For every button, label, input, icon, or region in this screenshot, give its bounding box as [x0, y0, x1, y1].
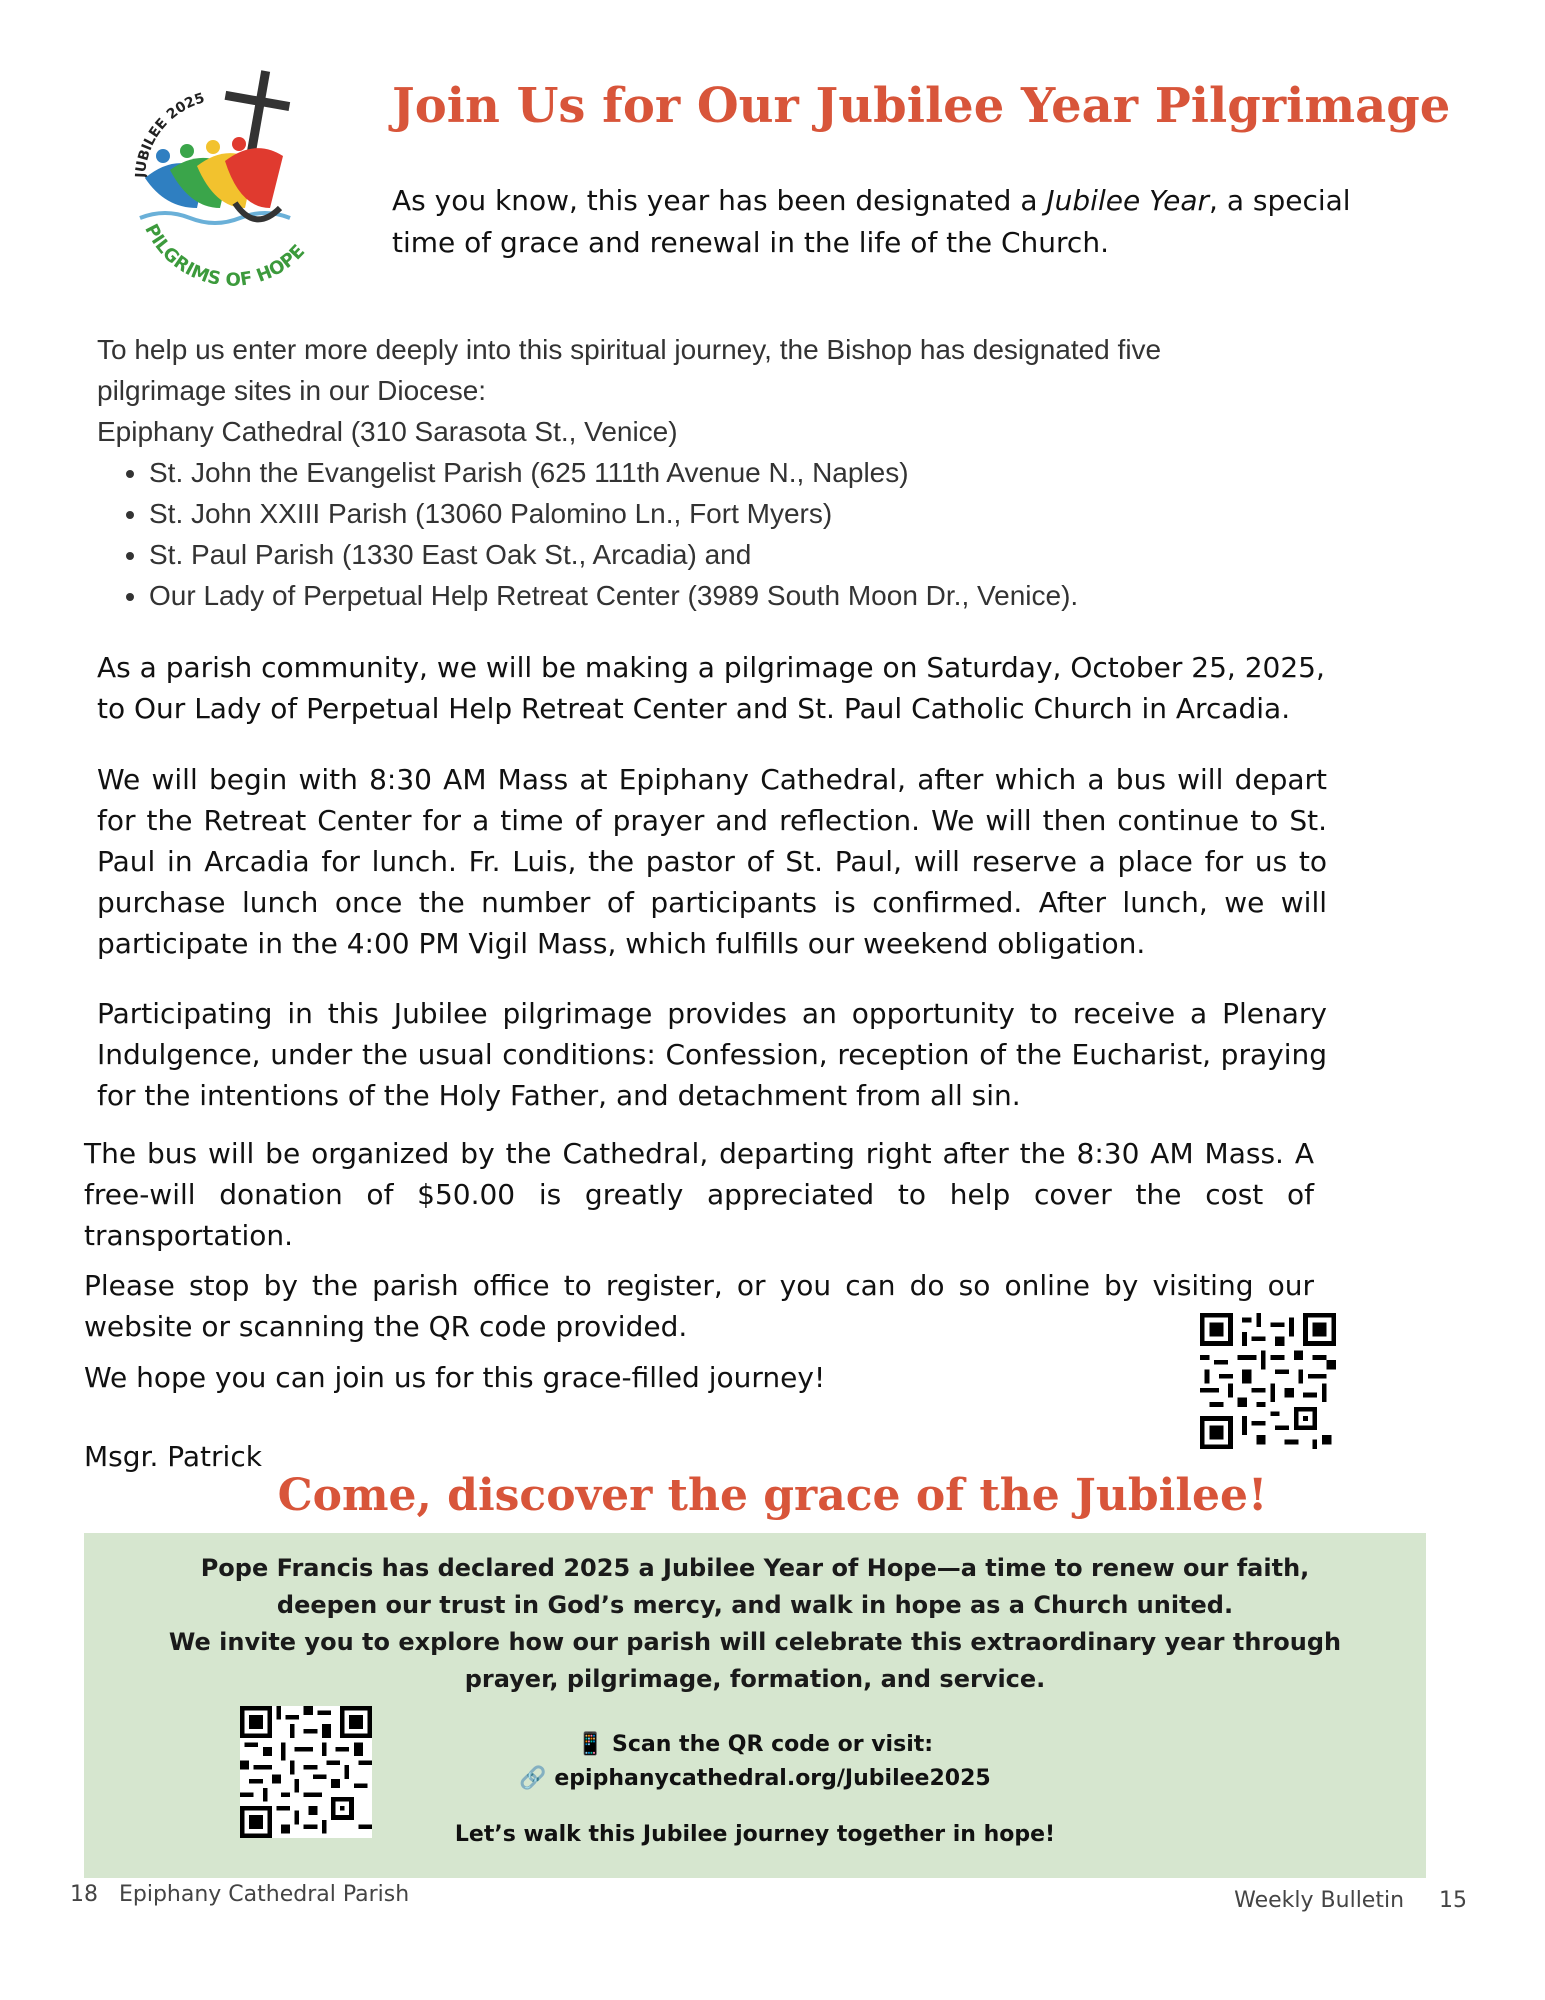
logo-bottom-text: PILGRIMS OF HOPE — [140, 220, 310, 291]
paragraph-indulgence: Participating in this Jubilee pilgrimage provides an opportunity to receive a Plenary Indulgence, under the usual conditions: Confession, reception of the Eucharist, praying for the intentions of the Holy Father, and detachment from all sin. — [97, 997, 1327, 1112]
sites-lead: To help us enter more deeply into this spiritual journey, the Bishop has designated five pilgrimage sites in our Diocese: — [97, 334, 1162, 406]
footer-left — [70, 1882, 409, 1907]
paragraph-closing: We hope you can join us for this grace-filled journey! — [84, 1361, 826, 1394]
qr-code-register[interactable] — [1200, 1313, 1336, 1449]
jubilee-url-link[interactable]: epiphanycathedral.org/Jubilee2025 — [554, 1766, 991, 1791]
page-title: Join Us for Our Jubilee Year Pilgrimage — [392, 78, 1451, 134]
intro-before: As you know, this year has been designated a — [392, 184, 1047, 217]
footer-right — [1234, 1888, 1467, 1913]
url-line[interactable] — [84, 1762, 1426, 1796]
site-first: Epiphany Cathedral (310 Sarasota St., Venice) — [97, 416, 678, 447]
pilgrimage-sites — [97, 329, 1297, 616]
list-item: • St. Paul Parish (1330 East Oak St., Arcadia) and — [149, 534, 1297, 575]
footer-bulletin-label: Weekly Bulletin — [1234, 1888, 1405, 1913]
footer-parish-name: Epiphany Cathedral Parish — [118, 1882, 410, 1907]
paragraph-bus: The bus will be organized by the Cathedral, departing right after the 8:30 AM Mass. A free-will donation of $50.00 is greatly appreciated to help cover the cost of transportation. — [84, 1137, 1314, 1252]
list-item: • St. John XXIII Parish (13060 Palomino Ln., Fort Myers) — [149, 493, 1297, 534]
panel-text — [84, 1550, 1426, 1698]
page-number-right: 15 — [1439, 1888, 1467, 1913]
scan-info — [84, 1728, 1426, 1796]
site-list — [97, 452, 1297, 616]
scan-line — [84, 1728, 1426, 1762]
intro-paragraph — [392, 180, 1422, 264]
link-icon: 🔗 — [519, 1766, 547, 1791]
page-number-left: 18 — [70, 1882, 98, 1907]
logo-arc-text: JUBILEE 2025 — [132, 90, 207, 179]
phone-icon: 📱 — [576, 1732, 605, 1757]
panel-closing: Let’s walk this Jubilee journey together in hope! — [454, 1822, 1056, 1847]
panel-line-3: We invite you to explore how our parish will celebrate this extraordinary year through — [168, 1628, 1342, 1656]
paragraph-pilgrimage-date: As a parish community, we will be making a pilgrimage on Saturday, October 25, 2025, to Our Lady of Perpetual Help Retreat Center and St. Paul Catholic Church in Arcadia. — [97, 651, 1325, 725]
panel-line-4: prayer, pilgrimage, formation, and service. — [464, 1665, 1046, 1693]
jubilee-logo — [105, 58, 345, 298]
signature: Msgr. Patrick — [84, 1440, 262, 1473]
panel-line-2: deepen our trust in God’s mercy, and walk in hope as a Church united. — [276, 1591, 1234, 1619]
panel-line-1: Pope Francis has declared 2025 a Jubilee Year of Hope—a time to renew our faith, — [200, 1554, 1310, 1582]
list-item: • St. John the Evangelist Parish (625 111th Avenue N., Naples) — [149, 452, 1297, 493]
list-item: • Our Lady of Perpetual Help Retreat Center (3989 South Moon Dr., Venice). — [149, 575, 1297, 616]
intro-after: , a special time of grace and renewal in the life of the Church. — [392, 184, 1351, 259]
intro-emphasis: Jubilee Year — [1046, 184, 1210, 217]
paragraph-register: Please stop by the parish office to register, or you can do so online by visiting our website or scanning the QR code provided. — [84, 1269, 1314, 1343]
cta-heading: Come, discover the grace of the Jubilee! — [277, 1470, 1268, 1521]
paragraph-schedule: We will begin with 8:30 AM Mass at Epiphany Cathedral, after which a bus will depart for the Retreat Center for a time of prayer and reflection. We will then continue to St. Paul in Arcadia for lunch. Fr. Luis, the pastor of St. Paul, will reserve a place for us to purchase lunch once the number of participants is confirmed. After lunch, we will participate in the 4:00 PM Vigil Mass, which fulfills our weekend obligation. — [97, 763, 1327, 960]
scan-text: Scan the QR code or visit: — [612, 1732, 934, 1757]
